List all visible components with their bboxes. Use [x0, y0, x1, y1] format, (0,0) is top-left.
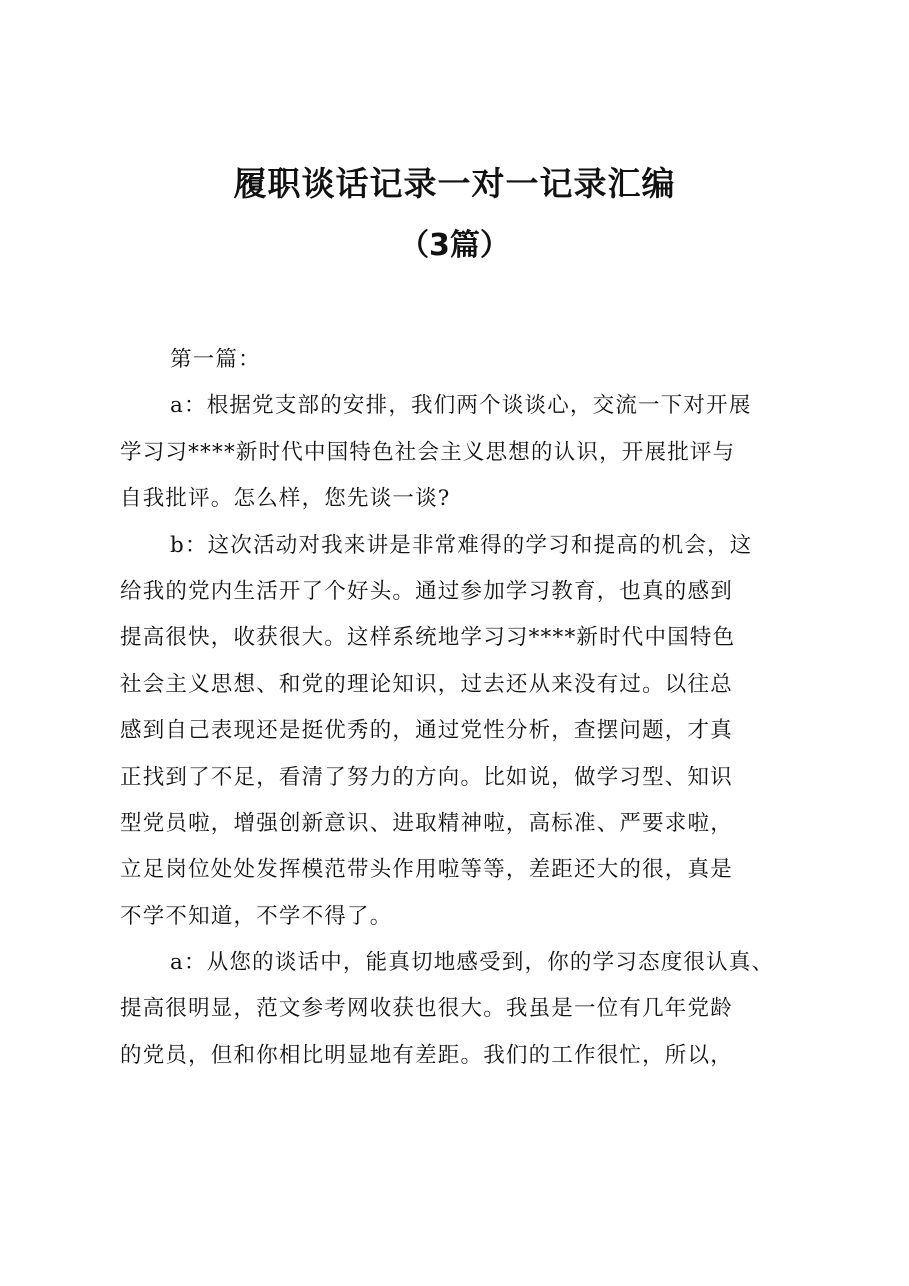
document-subtitle: （3篇） [399, 228, 510, 263]
document-title: 履职谈话记录一对一记录汇编 [233, 164, 676, 203]
body-line: 的党员，但和你相比明显地有差距。我们的工作很忙，所以， [120, 1042, 733, 1068]
body-line: 正找到了不足，看清了努力的方向。比如说，做学习型、知识 [120, 764, 733, 790]
body-line: 型党员啦，增强创新意识、进取精神啦，高标准、严要求啦， [120, 810, 733, 836]
body-line: 提高很快，收获很大。这样系统地学习习****新时代中国特色 [120, 625, 736, 651]
body-line: 自我批评。怎么样，您先谈一谈? [120, 486, 451, 512]
body-line: a：从您的谈话中，能真切地感受到，你的学习态度很认真、 [170, 950, 775, 976]
body-line: a：根据党支部的安排，我们两个谈谈心，交流一下对开展 [170, 393, 752, 419]
body-line: 不学不知道，不学不得了。 [120, 903, 393, 929]
body-line: 学习习****新时代中国特色社会主义思想的认识，开展批评与 [120, 439, 736, 465]
body-line: 感到自己表现还是挺优秀的，通过党性分析，查摆问题，才真 [120, 718, 733, 744]
document-body [120, 337, 800, 1079]
body-line: 给我的党内生活开了个好头。通过参加学习教育，也真的感到 [120, 578, 733, 604]
body-line: 第一篇： [170, 347, 261, 372]
body-line: 社会主义思想、和党的理论知识，过去还从来没有过。以往总 [120, 671, 733, 697]
body-line: 立足岗位处处发挥模范带头作用啦等等，差距还大的很，真是 [120, 857, 733, 883]
body-line: 提高很明显，范文参考网收获也很大。我虽是一位有几年党龄 [120, 996, 733, 1022]
body-line: b：这次活动对我来讲是非常难得的学习和提高的机会，这 [170, 532, 753, 558]
